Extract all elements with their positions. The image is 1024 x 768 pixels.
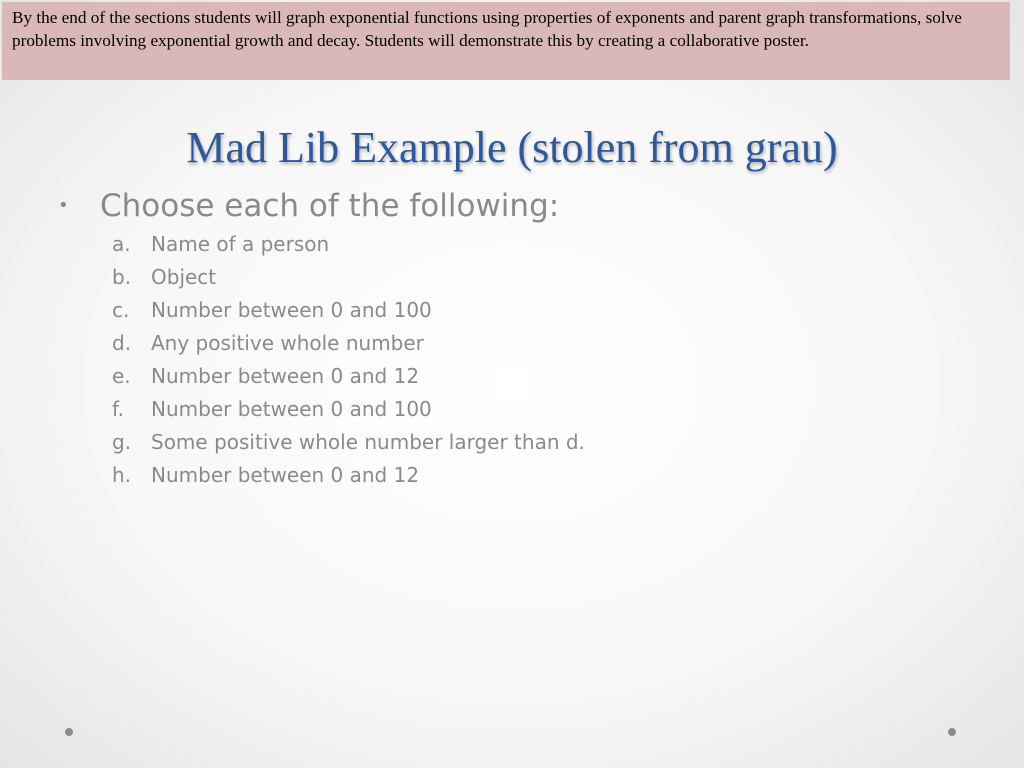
list-item-text: Object xyxy=(151,265,217,289)
objective-banner xyxy=(2,2,1010,80)
list-item xyxy=(112,426,585,459)
list-item-text: Number between 0 and 100 xyxy=(151,397,432,421)
list-item xyxy=(112,294,585,327)
list-item-letter: e. xyxy=(112,364,131,388)
corner-dot-icon xyxy=(948,728,956,736)
objective-text: By the end of the sections students will graph exponential functions using properties of exponents and parent graph transformations, solve problems involving exponential growth and decay. Students will demonstrate this by creating a collaborative poster. xyxy=(12,8,962,50)
list-item-text: Number between 0 and 12 xyxy=(151,364,420,388)
list-item xyxy=(112,459,585,492)
list-item-text: Number between 0 and 12 xyxy=(151,463,420,487)
list-item-letter: d. xyxy=(112,331,132,355)
main-bullet-text: Choose each of the following: xyxy=(100,188,560,224)
list-item-letter: b. xyxy=(112,265,132,289)
main-bullet xyxy=(58,184,559,228)
bullet-marker-icon: • xyxy=(58,195,69,216)
list-item-text: Number between 0 and 100 xyxy=(151,298,432,322)
list-item xyxy=(112,360,585,393)
choice-list xyxy=(112,228,585,492)
list-item xyxy=(112,261,585,294)
list-item xyxy=(112,327,585,360)
list-item-letter: c. xyxy=(112,298,130,322)
list-item-text: Some positive whole number larger than d. xyxy=(151,430,585,454)
list-item-text: Name of a person xyxy=(151,232,330,256)
list-item-letter: f. xyxy=(112,397,124,421)
corner-dot-icon xyxy=(65,728,73,736)
list-item xyxy=(112,228,585,261)
list-item-letter: h. xyxy=(112,463,132,487)
list-item-text: Any positive whole number xyxy=(151,331,424,355)
list-item xyxy=(112,393,585,426)
list-item-letter: a. xyxy=(112,232,131,256)
list-item-letter: g. xyxy=(112,430,132,454)
slide-title: Mad Lib Example (stolen from grau) xyxy=(186,123,838,172)
